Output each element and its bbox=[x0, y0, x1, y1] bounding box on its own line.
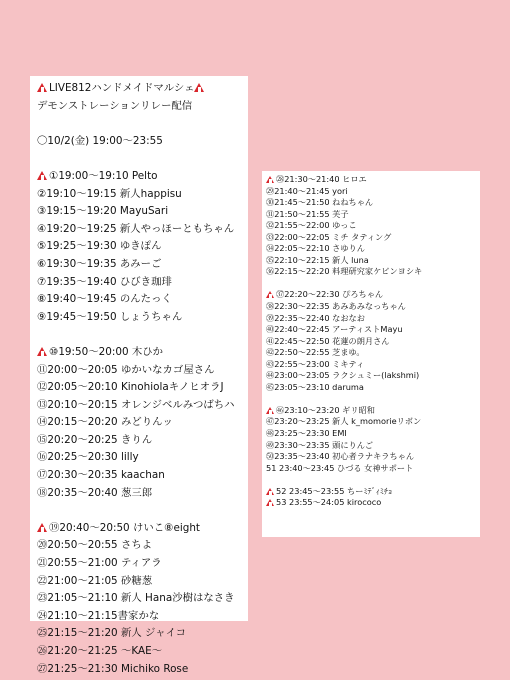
circus-tent-icon bbox=[194, 81, 205, 92]
schedule-line-text: ㊿23:35〜23:40 初心者ラナキラちゃん bbox=[266, 451, 415, 462]
schedule-line-text: ⑦19:35〜19:40 ひびき珈琲 bbox=[37, 275, 172, 288]
schedule-line-text: ⑲20:40〜20:50 けいこ⑧eight bbox=[49, 521, 200, 534]
schedule-line-text: ㉟22:10〜22:15 新人 luna bbox=[266, 254, 369, 265]
schedule-line bbox=[266, 416, 480, 428]
schedule-line bbox=[266, 232, 480, 244]
schedule-line-text: ㊱22:15〜22:20 料理研究家ケビンヨシキ bbox=[266, 266, 423, 277]
schedule-line bbox=[266, 243, 480, 255]
schedule-line-text: ⑨19:45〜19:50 しょうちゃん bbox=[37, 310, 183, 323]
schedule-line-text: ㊻23:10〜23:20 ギリ昭和 bbox=[276, 404, 375, 415]
schedule-line bbox=[266, 428, 480, 440]
schedule-line-text: ㉗21:25〜21:30 Michiko Rose bbox=[37, 662, 189, 675]
schedule-line bbox=[266, 324, 480, 336]
schedule-line bbox=[266, 440, 480, 452]
schedule-line-text: ⑤19:25〜19:30 ゆきぽん bbox=[37, 240, 162, 253]
schedule-line bbox=[37, 432, 248, 450]
schedule-line bbox=[266, 382, 480, 394]
schedule-line-text: ㉒21:00〜21:05 砂糖葱 bbox=[37, 574, 153, 587]
schedule-line bbox=[266, 209, 480, 221]
schedule-line bbox=[37, 344, 248, 362]
schedule-line bbox=[37, 397, 248, 415]
schedule-line bbox=[37, 274, 248, 292]
schedule-line-text: ①19:00〜19:10 Pelto bbox=[49, 169, 158, 182]
circus-tent-icon bbox=[266, 497, 275, 506]
schedule-line bbox=[37, 203, 248, 221]
schedule-line-text: ⑩19:50〜20:00 木ひか bbox=[49, 345, 164, 358]
schedule-line-text: LIVE812ハンドメイドマルシェ bbox=[49, 82, 195, 94]
schedule-line bbox=[37, 168, 248, 186]
circus-tent-icon bbox=[266, 289, 275, 298]
schedule-line bbox=[266, 174, 480, 186]
schedule-line-text: ㊸22:55〜23:00 ミキティ bbox=[266, 358, 365, 369]
schedule-line bbox=[37, 256, 248, 274]
schedule-line-text: ㊵22:40〜22:45 アーティストMayu bbox=[266, 324, 403, 335]
schedule-line-text: ㉕21:15〜21:20 新人 ジャイコ bbox=[37, 627, 186, 640]
schedule-line-text: ㉙21:40〜21:45 yori bbox=[266, 185, 348, 196]
schedule-line bbox=[37, 133, 248, 151]
schedule-line-text: ⑱20:35〜20:40 葱三郎 bbox=[37, 486, 153, 499]
schedule-line bbox=[266, 451, 480, 463]
schedule-line bbox=[37, 98, 248, 116]
schedule-line-text: ㉑20:55〜21:00 ティアラ bbox=[37, 557, 162, 570]
schedule-line-text: 〇10/2(金) 19:00〜23:55 bbox=[37, 134, 163, 147]
schedule-line-text: ⑳20:50〜20:55 さちよ bbox=[37, 539, 153, 552]
schedule-line bbox=[266, 289, 480, 301]
schedule-line-text: 53 23:55〜24:05 kirococo bbox=[276, 497, 382, 508]
schedule-line bbox=[37, 608, 248, 626]
schedule-line-text: ③19:15〜19:20 MayuSari bbox=[37, 205, 169, 218]
circus-tent-icon bbox=[37, 81, 48, 92]
schedule-line-text: ⑮20:20〜20:25 きりん bbox=[37, 433, 153, 446]
schedule-line-text: ⑧19:40〜19:45 のんたっく bbox=[37, 293, 172, 306]
schedule-line bbox=[37, 520, 248, 538]
schedule-line-text: ⑫20:05〜20:10 KinohiolaキノヒオラJ bbox=[37, 381, 224, 394]
schedule-line-text: ㉔21:10〜21:15書家かな bbox=[37, 609, 160, 622]
schedule-line bbox=[37, 362, 248, 380]
schedule-line bbox=[266, 405, 480, 417]
schedule-line-text: ㉛21:50〜21:55 芙子 bbox=[266, 208, 349, 219]
blank-line bbox=[266, 278, 480, 290]
blank-line bbox=[37, 502, 248, 520]
blank-line bbox=[37, 115, 248, 133]
schedule-line-text: ㊺23:05〜23:10 daruma bbox=[266, 381, 364, 392]
circus-tent-icon bbox=[37, 345, 48, 356]
schedule-line-text: ㉞22:05〜22:10 さゆりん bbox=[266, 243, 365, 254]
schedule-line bbox=[266, 497, 480, 509]
schedule-line bbox=[37, 186, 248, 204]
schedule-line-text: ㉘21:30〜21:40 ヒロエ bbox=[276, 174, 367, 184]
schedule-line-text: ⑰20:30〜20:35 kaachan bbox=[37, 469, 165, 482]
schedule-line bbox=[37, 467, 248, 485]
schedule-line bbox=[266, 359, 480, 371]
schedule-line bbox=[37, 537, 248, 555]
schedule-line bbox=[37, 379, 248, 397]
schedule-line bbox=[266, 266, 480, 278]
schedule-line bbox=[37, 573, 248, 591]
circus-tent-icon bbox=[266, 405, 275, 414]
schedule-line bbox=[266, 336, 480, 348]
schedule-line bbox=[266, 486, 480, 498]
schedule-line bbox=[37, 309, 248, 327]
schedule-line bbox=[37, 625, 248, 643]
schedule-line-text: ㊲22:20〜22:30 ぴろちゃん bbox=[276, 289, 384, 300]
schedule-line bbox=[266, 255, 480, 267]
schedule-line bbox=[266, 313, 480, 325]
schedule-line bbox=[266, 301, 480, 313]
blank-line bbox=[266, 393, 480, 405]
schedule-line-text: ㊾23:30〜23:35 頭にりんご bbox=[266, 439, 374, 450]
schedule-line-text: デモンストレーションリレー配信 bbox=[37, 99, 193, 112]
schedule-line-text: ㉖21:20〜21:25 〜KAE〜 bbox=[37, 645, 163, 657]
schedule-line bbox=[37, 555, 248, 573]
schedule-line bbox=[266, 370, 480, 382]
schedule-line-text: 52 23:45〜23:55 ちーﾐﾃﾞｨﾐﾁｮ bbox=[276, 485, 393, 496]
schedule-line bbox=[266, 463, 480, 475]
schedule-line bbox=[37, 414, 248, 432]
schedule-line-text: ㊳22:30〜22:35 あみあみなっちゃん bbox=[266, 301, 406, 312]
schedule-line-text: ㊹23:00〜23:05 ラクシュミー(lakshmi) bbox=[266, 370, 420, 381]
schedule-line-text: ⑥19:30〜19:35 あみーご bbox=[37, 257, 162, 270]
schedule-line-text: ㊷22:50〜22:55 芝まゆ。 bbox=[266, 347, 365, 358]
schedule-line-text: ㊴22:35〜22:40 なおなお bbox=[266, 312, 365, 323]
circus-tent-icon bbox=[37, 169, 48, 180]
blank-line bbox=[37, 326, 248, 344]
schedule-line-text: ㉓21:05〜21:10 新人 Hana沙樹はなさき bbox=[37, 592, 235, 605]
schedule-line-text: ㊼23:20〜23:25 新人 k_momorieリボン bbox=[266, 416, 422, 427]
circus-tent-icon bbox=[266, 486, 275, 495]
blank-line bbox=[266, 474, 480, 486]
schedule-line-text: ㊽23:25〜23:30 EMI bbox=[266, 428, 347, 439]
schedule-line bbox=[37, 291, 248, 309]
schedule-line bbox=[266, 220, 480, 232]
schedule-line bbox=[37, 485, 248, 503]
schedule-line bbox=[266, 347, 480, 359]
blank-line bbox=[37, 150, 248, 168]
schedule-line-text: ⑯20:25〜20:30 lilly bbox=[37, 451, 139, 464]
schedule-line bbox=[37, 643, 248, 661]
schedule-line-text: ⑬20:10〜20:15 オレンジベルみつばちハ bbox=[37, 398, 235, 411]
schedule-line bbox=[37, 221, 248, 239]
schedule-line bbox=[37, 449, 248, 467]
schedule-line-text: ㉝22:00〜22:05 ミチ タティング bbox=[266, 231, 392, 242]
schedule-line-text: ㉚21:45〜21:50 ねねちゃん bbox=[266, 197, 374, 208]
schedule-line bbox=[37, 590, 248, 608]
schedule-line-text: ⑪20:00〜20:05 ゆかいなカゴ屋さん bbox=[37, 363, 215, 376]
schedule-line bbox=[266, 186, 480, 198]
schedule-line-text: ②19:10〜19:15 新人happisu bbox=[37, 187, 182, 200]
schedule-line-text: ㉜21:55〜22:00 ゆっこ bbox=[266, 220, 357, 231]
schedule-panel-left bbox=[30, 76, 248, 675]
schedule-line bbox=[37, 661, 248, 679]
schedule-line bbox=[266, 197, 480, 209]
circus-tent-icon bbox=[266, 174, 275, 183]
circus-tent-icon bbox=[37, 521, 48, 532]
schedule-line-text: ⑭20:15〜20:20 みどりんッ bbox=[37, 416, 173, 429]
schedule-line bbox=[37, 238, 248, 256]
schedule-line-text: ④19:20〜19:25 新人やっほーともちゃん bbox=[37, 222, 235, 235]
schedule-line-text: 51 23:40〜23:45 ひづる 女神サポート bbox=[266, 462, 414, 473]
schedule-panel-right bbox=[262, 171, 480, 537]
schedule-line-text: ㊶22:45〜22:50 花蓮の朗月さん bbox=[266, 335, 390, 346]
schedule-line bbox=[37, 80, 248, 98]
